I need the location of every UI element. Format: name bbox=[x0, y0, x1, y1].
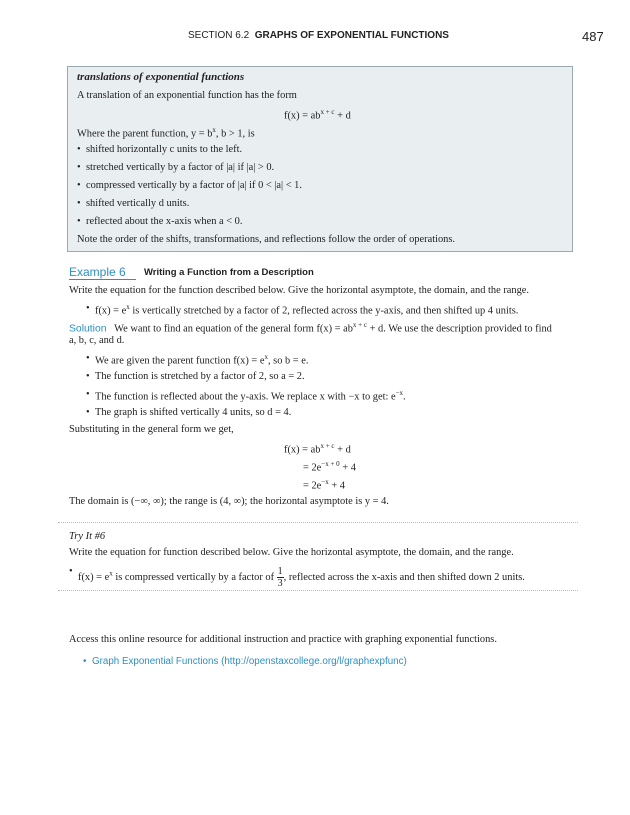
tryit-bullet: • $f(x) = e^x$ is compressed vertically by a factor of $\frac{1}{3}$ , reflected across the x-axis and then shifted down 2 units. bbox=[78, 566, 525, 589]
equation-line-2: = $2e^{-x + 0} + 4$ bbox=[303, 460, 356, 474]
box-bullet: • stretched vertically by a factor of |a| if |a| > 0. bbox=[86, 162, 274, 173]
equation-line-3: = $2e^{-x} + 4$ bbox=[303, 478, 345, 492]
example-prompt: Write the equation for the function described below. Give the horizontal asymptote, the domain, and the range. bbox=[69, 285, 529, 296]
solution-step: • We are given the parent function $f(x) = e^x$, so b = e. bbox=[95, 353, 308, 366]
divider bbox=[58, 522, 578, 523]
box-intro: A translation of an exponential function has the form bbox=[77, 90, 297, 101]
resource-link[interactable]: • Graph Exponential Functions (http://openstaxcollege.org/l/graphexpfunc) bbox=[92, 656, 407, 667]
box-note: Note the order of the shifts, transformations, and reflections follow the order of operations. bbox=[77, 234, 455, 245]
box-formula: $f(x) = ab^{x + c} + d$ bbox=[284, 108, 351, 122]
fraction: $\frac{1}{3}$ bbox=[277, 566, 283, 589]
solution-line-2: a, b, c, and d. bbox=[69, 335, 125, 346]
box-bullet: • shifted vertically d units. bbox=[86, 198, 189, 209]
box-bullet: • compressed vertically by a factor of |a| if 0 < |a| < 1. bbox=[86, 180, 302, 191]
page-number: 487 bbox=[582, 29, 604, 44]
example-label: Example 6 bbox=[69, 265, 136, 280]
box-bullet: • reflected about the x-axis when a < 0. bbox=[86, 216, 242, 227]
solution-step: • The function is reflected about the y-axis. We replace x with −x to get: $e^{-x}$. bbox=[95, 389, 406, 402]
box-parent-text: Where the parent function, $y = b^x$, b > 1, is bbox=[77, 126, 255, 140]
solution-step: • The function is stretched by a factor of 2, so a = 2. bbox=[95, 371, 305, 382]
box-bullet: • shifted horizontally c units to the left. bbox=[86, 144, 242, 155]
running-header: SECTION 6.2 GRAPHS OF EXPONENTIAL FUNCTIONS bbox=[188, 30, 449, 41]
example-conclusion: The domain is (−∞, ∞); the range is (4, ∞); the horizontal asymptote is y = 4. bbox=[69, 496, 389, 507]
example-title: Writing a Function from a Description bbox=[144, 267, 314, 278]
solution-line-1: Solution We want to find an equation of the general form $f(x) = ab^{x + c} + d$. We use the description provided to find bbox=[69, 321, 552, 335]
resource-intro: Access this online resource for additional instruction and practice with graphing exponential functions. bbox=[69, 634, 497, 645]
box-title: translations of exponential functions bbox=[77, 71, 245, 83]
tryit-label: Try It #6 bbox=[69, 531, 106, 542]
tryit-prompt: Write the equation for function described below. Give the horizontal asymptote, the domain, and the range. bbox=[69, 547, 514, 558]
solution-label: Solution bbox=[69, 323, 107, 335]
solution-step: • The graph is shifted vertically 4 units, so d = 4. bbox=[95, 407, 291, 418]
substituting-text: Substituting in the general form we get, bbox=[69, 424, 234, 435]
example-bullet: • $f(x) = e^x$ is vertically stretched by a factor of 2, reflected across the y-axis, and then shifted up 4 units. bbox=[95, 303, 518, 316]
divider bbox=[58, 590, 578, 591]
equation-line-1: $f(x) = ab^{x + c} + d$ bbox=[284, 442, 351, 456]
